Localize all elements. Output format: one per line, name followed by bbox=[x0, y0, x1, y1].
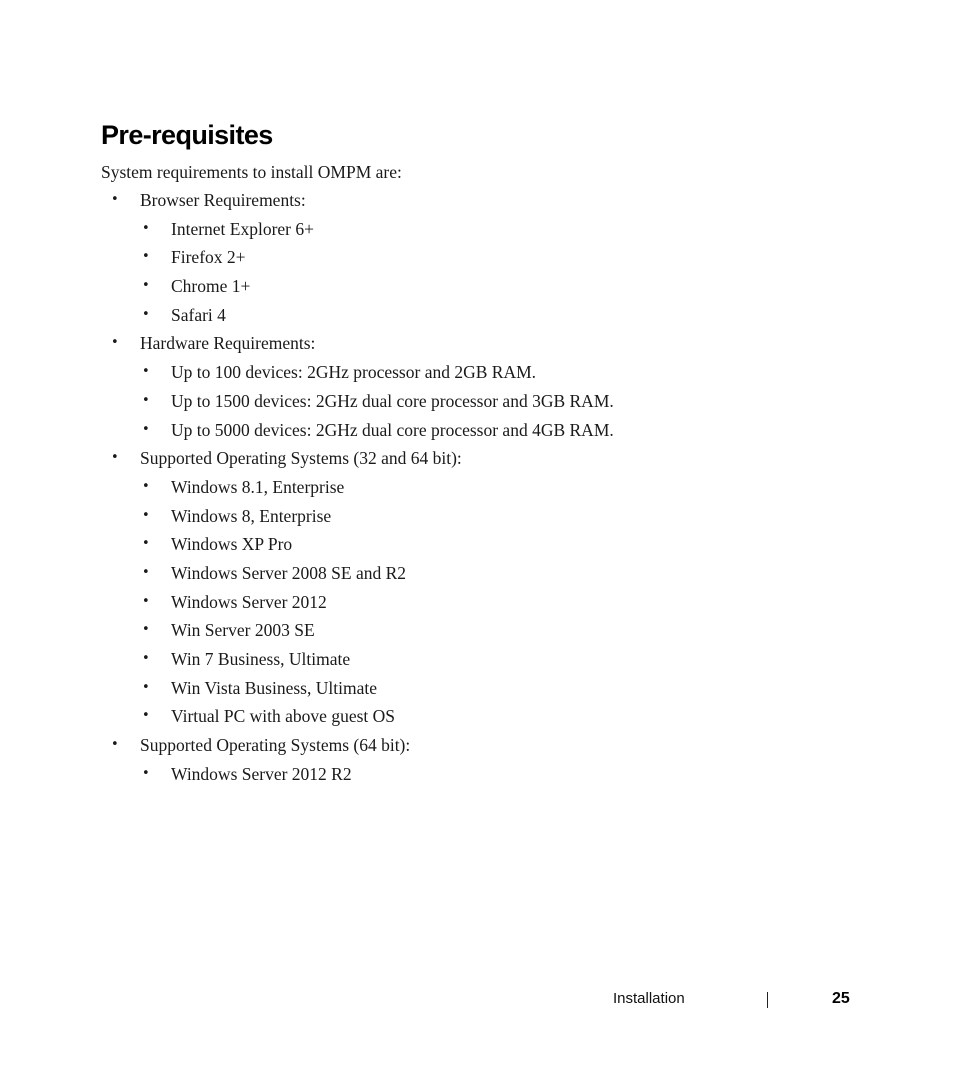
list-item-text: Windows XP Pro bbox=[171, 534, 293, 555]
bullet-icon: • bbox=[111, 192, 119, 207]
list-item-text: Supported Operating Systems (64 bit): bbox=[140, 735, 411, 756]
bullet-icon: • bbox=[111, 450, 119, 466]
list-item-text: Windows 8.1, Enterprise bbox=[171, 476, 345, 497]
intro-paragraph: System requirements to install OMPM are: bbox=[101, 162, 402, 182]
bullet-icon: • bbox=[142, 564, 150, 580]
list-item-text: Up to 1500 devices: 2GHz dual core processor and 3GB RAM. bbox=[171, 390, 614, 411]
list-item-text: Up to 5000 devices: 2GHz dual core processor and 4GB RAM. bbox=[171, 419, 614, 440]
bullet-icon: • bbox=[142, 765, 150, 781]
bullet-icon: • bbox=[142, 364, 150, 380]
list-item-text: Firefox 2+ bbox=[171, 247, 246, 268]
bullet-icon: • bbox=[142, 421, 150, 437]
bullet-icon: • bbox=[142, 708, 150, 724]
bullet-icon: • bbox=[142, 478, 150, 494]
bullet-icon: • bbox=[142, 278, 150, 294]
bullet-icon: • bbox=[111, 737, 119, 753]
bullet-icon: • bbox=[142, 306, 150, 322]
bullet-icon: • bbox=[142, 622, 150, 638]
list-item-text: Hardware Requirements: bbox=[140, 333, 316, 354]
bullet-icon: • bbox=[142, 536, 150, 552]
list-item-text: Windows Server 2008 SE and R2 bbox=[171, 562, 407, 583]
list-item-text: Up to 100 devices: 2GHz processor and 2GB RAM. bbox=[171, 362, 537, 383]
list-item-text: Internet Explorer 6+ bbox=[171, 218, 315, 239]
page-title: Pre-requisites bbox=[101, 120, 273, 150]
bullet-icon: • bbox=[111, 335, 119, 351]
list-item-text: Windows Server 2012 R2 bbox=[171, 763, 352, 784]
list-item-text: Chrome 1+ bbox=[171, 276, 251, 297]
footer-section-label: Installation bbox=[613, 990, 685, 1007]
bullet-icon: • bbox=[142, 249, 150, 265]
bullet-icon: • bbox=[142, 651, 150, 666]
list-item-text: Safari 4 bbox=[171, 304, 226, 325]
list-item-text: Win Vista Business, Ultimate bbox=[171, 677, 377, 698]
list-item-text: Windows Server 2012 bbox=[171, 591, 327, 612]
list-item-text: Win Server 2003 SE bbox=[171, 620, 315, 641]
bullet-icon: • bbox=[142, 220, 150, 236]
list-item-text: Virtual PC with above guest OS bbox=[171, 706, 396, 727]
bullet-icon: • bbox=[142, 593, 150, 609]
bullet-icon: • bbox=[142, 392, 150, 408]
list-item-text: Win 7 Business, Ultimate bbox=[171, 649, 351, 669]
page-number: 25 bbox=[832, 990, 850, 1007]
bullet-icon: • bbox=[142, 507, 150, 523]
footer-divider bbox=[767, 992, 768, 1008]
list-item-text: Windows 8, Enterprise bbox=[171, 505, 332, 526]
list-item-text: Browser Requirements: bbox=[140, 190, 306, 210]
list-item-text: Supported Operating Systems (32 and 64 bit): bbox=[140, 448, 462, 469]
bullet-icon: • bbox=[142, 679, 150, 695]
